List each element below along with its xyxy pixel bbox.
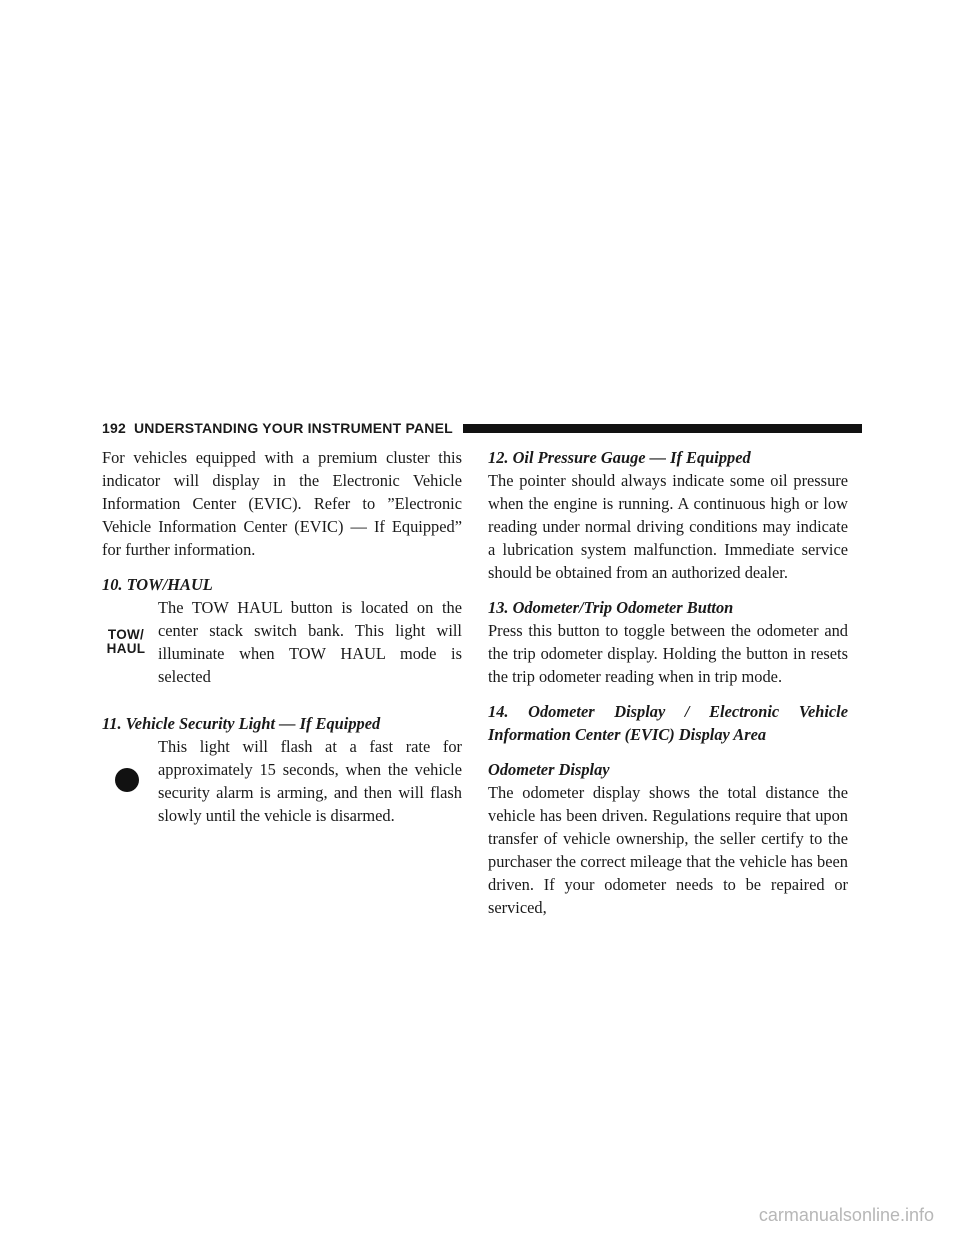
tow-haul-heading: 10. TOW/HAUL	[102, 575, 213, 594]
left-column	[102, 446, 462, 827]
right-column	[488, 446, 848, 919]
trip-section	[488, 596, 848, 688]
odometer-display-subheading: Odometer Display	[488, 760, 610, 779]
security-body: This light will flash at a fast rate for approximately 15 seconds, when the vehicle security alarm is arming, and then will flash slowly until the vehicle is disarmed.	[158, 737, 462, 825]
security-light-icon	[115, 768, 139, 792]
trip-heading: 13. Odometer/Trip Odometer Button	[488, 598, 734, 617]
security-heading: 11. Vehicle Security Light — If Equipped	[102, 714, 381, 733]
odometer-display-body: The odometer display shows the total distance the vehicle has been driven. Regulations require that upon transfer of vehicle ownership, the seller certify to the purchaser the correct mileage that the vehicle has been driven. If your odometer needs to be repaired or serviced,	[488, 783, 848, 917]
odometer-display-section	[488, 700, 848, 919]
tow-haul-block	[102, 596, 462, 688]
tow-haul-icon-line1: TOW/	[107, 627, 145, 642]
tow-haul-icon-line2: HAUL	[106, 641, 146, 656]
watermark: carmanualsonline.info	[758, 1205, 934, 1225]
page-number: 192	[102, 420, 126, 436]
security-section	[102, 712, 462, 827]
security-block	[102, 735, 462, 827]
trip-body: Press this button to toggle between the odometer and the trip odometer display. Holding the button in resets the trip odometer reading when in trip mode.	[488, 621, 848, 686]
odometer-display-heading: 14. Odometer Display / Electronic Vehicle Information Center (EVIC) Display Area	[488, 702, 848, 744]
tow-haul-section	[102, 573, 462, 688]
oil-section	[488, 446, 848, 584]
intro-paragraph: For vehicles equipped with a premium cluster this indicator will display in the Electronic Vehicle Information Center (EVIC). Refer to ”Electronic Vehicle Information Center (EVIC) — If Equipped” for further information.	[102, 448, 462, 559]
oil-body: The pointer should always indicate some oil pressure when the engine is running. A continuous high or low reading under normal driving conditions may indicate a lubrication system malfunction. Immediate service should be obtained from an authorized dealer.	[488, 471, 848, 582]
oil-heading: 12. Oil Pressure Gauge — If Equipped	[488, 448, 751, 467]
section-title: UNDERSTANDING YOUR INSTRUMENT PANEL	[133, 420, 453, 436]
page-header	[102, 417, 862, 439]
tow-haul-icon	[104, 628, 148, 656]
header-rule	[463, 424, 862, 433]
tow-haul-body: The TOW HAUL button is located on the center stack switch bank. This light will illuminate when TOW HAUL mode is selected	[158, 598, 462, 686]
